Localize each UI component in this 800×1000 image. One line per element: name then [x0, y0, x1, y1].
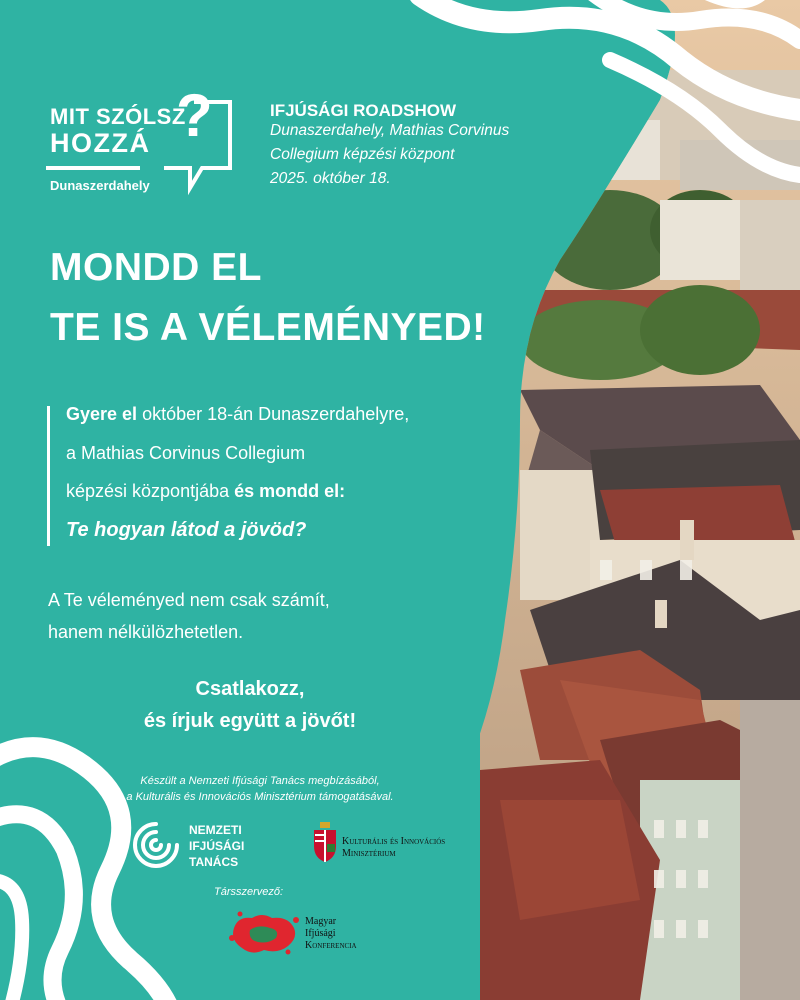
- logo-question-mark: ?: [176, 82, 213, 149]
- nit-logo-icon: [130, 820, 182, 870]
- roadshow-location-line1: Dunaszerdahely, Mathias Corvinus: [270, 122, 510, 139]
- nit-text-line3: TANÁCS: [189, 855, 239, 869]
- invite-line3: [66, 481, 345, 502]
- headline-line1: MONDD EL: [50, 246, 262, 289]
- invite-question: Te hogyan látod a jövöd?: [66, 519, 307, 541]
- mik-map-logo-icon: [228, 908, 300, 958]
- logo-city: Dunaszerdahely: [50, 178, 150, 193]
- invite-line1: [66, 404, 409, 425]
- kim-text-line1: Kulturális és Innovációs: [342, 836, 446, 847]
- invite-line1-rest: október 18-án Dunaszerdahelyre,: [137, 404, 410, 424]
- logo-text-line2: HOZZÁ: [50, 128, 151, 158]
- logo-text-line1: MIT SZÓLSZ: [50, 104, 186, 129]
- credit-line1: Készült a Nemzeti Ifjúsági Tanács megbízásából,: [140, 775, 380, 787]
- co-organizer-label: Társszervező:: [214, 886, 284, 898]
- roadshow-location-line2: Collegium képzési központ: [270, 146, 455, 163]
- nit-text-line1: NEMZETI: [189, 823, 242, 837]
- opinion-line1: A Te véleményed nem csak számít,: [48, 590, 330, 610]
- roadshow-title: IFJÚSÁGI ROADSHOW: [270, 101, 457, 120]
- credit-line2: a Kulturális és Innovációs Minisztérium támogatásával.: [126, 791, 394, 803]
- kim-text-line2: Minisztérium: [342, 848, 396, 859]
- invite-line3-rest: képzési központjába: [66, 481, 235, 501]
- cta-line1: Csatlakozz,: [195, 678, 305, 700]
- headline-line2: TE IS A VÉLEMÉNYED!: [50, 306, 486, 349]
- nit-logo-text: [189, 822, 244, 870]
- hungarian-coat-of-arms-icon: [312, 822, 338, 862]
- kim-logo-text: [342, 836, 445, 860]
- quote-bar: [47, 406, 50, 546]
- mik-text-line3: Konferencia: [305, 940, 357, 951]
- mik-text-line2: Ifjúsági: [305, 928, 336, 939]
- nit-text-line2: IFJÚSÁGI: [189, 839, 245, 853]
- mik-text-line1: Magyar: [305, 916, 337, 927]
- cta-line2: és írjuk együtt a jövőt!: [143, 710, 357, 732]
- roadshow-date: 2025. október 18.: [270, 170, 391, 187]
- mik-logo-text: [305, 916, 357, 952]
- invite-line3-bold: és mondd el:: [234, 481, 346, 501]
- opinion-line2: hanem nélkülözhetetlen.: [48, 622, 244, 642]
- invite-line1-bold: Gyere el: [66, 404, 138, 424]
- invite-line2: a Mathias Corvinus Collegium: [66, 443, 306, 463]
